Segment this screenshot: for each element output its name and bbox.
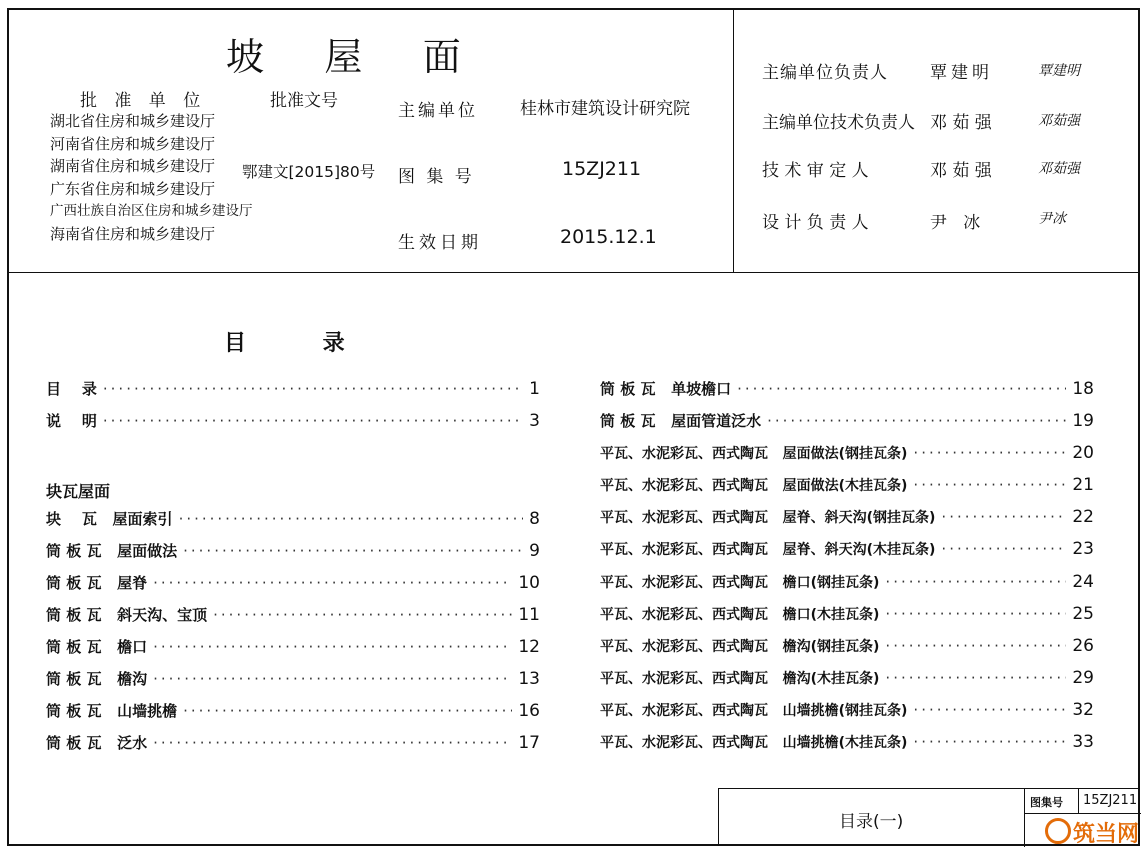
- toc-entry[interactable]: [600, 443, 1094, 463]
- approval-unit: 海南省住房和城乡建设厅: [50, 224, 216, 243]
- toc-entry[interactable]: [46, 636, 540, 657]
- editor-unit-label: 主编单位: [398, 101, 478, 121]
- effective-date: 2015.12.1: [560, 226, 657, 248]
- approval-unit: 河南省住房和城乡建设厅: [50, 134, 216, 153]
- toc-entry-label: 平瓦、水泥彩瓦、西式陶瓦 檐口(钢挂瓦条): [600, 575, 880, 591]
- toc-leader-dots: [153, 574, 512, 592]
- toc-section-heading: 块瓦屋面: [46, 482, 111, 501]
- toc-entry[interactable]: [600, 507, 1094, 527]
- signature-role: 主编单位技术负责人: [762, 113, 915, 133]
- toc-entry-page: 22: [1072, 507, 1094, 527]
- toc-entry[interactable]: [600, 700, 1094, 720]
- toc-entry-page: 21: [1072, 475, 1094, 495]
- toc-leader-dots: [213, 606, 512, 624]
- sheet-title: 目录(一): [839, 812, 904, 832]
- toc-entry[interactable]: [600, 636, 1094, 656]
- toc-entry-label: 平瓦、水泥彩瓦、西式陶瓦 屋面做法(钢挂瓦条): [600, 446, 908, 462]
- approval-unit: 湖北省住房和城乡建设厅: [50, 112, 216, 130]
- toc-entry-label: 目 录: [46, 380, 97, 398]
- approval-doc-label: 批准文号: [270, 91, 338, 111]
- signature-name: 覃建明: [930, 63, 993, 83]
- toc-entry[interactable]: [46, 668, 540, 689]
- approval-doc-no: 鄂建文[2015]80号: [242, 163, 376, 181]
- toc-entry-label: 平瓦、水泥彩瓦、西式陶瓦 山墙挑檐(钢挂瓦条): [600, 703, 908, 719]
- toc-entry-label: 平瓦、水泥彩瓦、西式陶瓦 檐沟(钢挂瓦条): [600, 639, 880, 655]
- toc-leader-dots: [885, 637, 1066, 655]
- handwritten-signature: 邓茹强: [1038, 113, 1080, 129]
- approval-unit-label: 批 准 单 位: [80, 91, 207, 111]
- toc-entry-page: 26: [1072, 636, 1094, 656]
- toc-entry[interactable]: [600, 572, 1094, 592]
- toc-entry-label: 筒 板 瓦 山墙挑檐: [46, 702, 178, 720]
- watermark-logo: [1045, 817, 1139, 848]
- atlas-no-label: 图 集 号: [398, 167, 475, 187]
- toc-entry-page: 13: [518, 669, 540, 689]
- toc-entry-page: 29: [1072, 668, 1094, 688]
- toc-entry-page: 1: [529, 379, 540, 399]
- toc-entry[interactable]: [600, 604, 1094, 624]
- signature-role: 技 术 审 定 人: [762, 161, 869, 181]
- toc-leader-dots: [153, 734, 512, 752]
- approval-unit: 湖南省住房和城乡建设厅: [50, 157, 216, 176]
- toc-leader-dots: [103, 380, 523, 398]
- toc-entry[interactable]: [46, 540, 540, 561]
- toc-leader-dots: [737, 380, 1066, 398]
- toc-leader-dots: [941, 508, 1066, 526]
- toc-entry-page: 20: [1072, 443, 1094, 463]
- toc-leader-dots: [183, 702, 512, 720]
- handwritten-signature: 邓茹强: [1038, 161, 1080, 177]
- toc-entry-label: 平瓦、水泥彩瓦、西式陶瓦 屋面做法(木挂瓦条): [600, 478, 908, 494]
- toc-entry-page: 12: [518, 637, 540, 657]
- atlas-no: 15ZJ211: [562, 158, 642, 180]
- toc-entry-label: 平瓦、水泥彩瓦、西式陶瓦 屋脊、斜天沟(木挂瓦条): [600, 542, 936, 558]
- toc-leader-dots: [103, 412, 523, 430]
- toc-leader-dots: [153, 670, 512, 688]
- toc-entry[interactable]: [46, 410, 540, 431]
- toc-entry[interactable]: [46, 732, 540, 753]
- toc-entry-label: 筒 板 瓦 檐沟: [46, 670, 148, 688]
- toc-entry-page: 19: [1072, 411, 1094, 431]
- toc-entry-label: 说 明: [46, 412, 97, 430]
- toc-leader-dots: [913, 476, 1066, 494]
- approval-units: [50, 110, 253, 246]
- toc-leader-dots: [913, 444, 1066, 462]
- toc-entry-label: 筒 板 瓦 屋面管道泛水: [600, 412, 762, 430]
- signature-role: 主编单位负责人: [762, 63, 888, 83]
- toc-entry[interactable]: [600, 410, 1094, 431]
- toc-leader-dots: [913, 701, 1066, 719]
- title-block-divider: [1024, 789, 1025, 847]
- toc-leader-dots: [913, 733, 1066, 751]
- toc-entry[interactable]: [46, 378, 540, 399]
- toc-entry[interactable]: [600, 732, 1094, 752]
- toc-entry-label: 筒 板 瓦 屋面做法: [46, 542, 178, 560]
- toc-leader-dots: [767, 412, 1066, 430]
- toc-entry-page: 10: [518, 573, 540, 593]
- handwritten-signature: 尹冰: [1038, 211, 1066, 227]
- approval-unit: 广东省住房和城乡建设厅: [50, 179, 216, 198]
- toc-leader-dots: [941, 540, 1066, 558]
- title-block-row-line: [1024, 813, 1141, 814]
- toc-heading: 目 录: [224, 331, 345, 356]
- toc-entry-label: 平瓦、水泥彩瓦、西式陶瓦 屋脊、斜天沟(钢挂瓦条): [600, 510, 936, 526]
- atlas-no-small: 15ZJ211: [1083, 793, 1138, 808]
- atlas-no-label-small: 图集号: [1030, 796, 1063, 809]
- toc-entry[interactable]: [46, 508, 540, 529]
- toc-entry-label: 筒 板 瓦 泛水: [46, 734, 148, 752]
- toc-leader-dots: [885, 669, 1066, 687]
- toc-entry-page: 25: [1072, 604, 1094, 624]
- page-title: 坡 屋 面: [226, 35, 461, 79]
- header-bottom-line: [7, 272, 1140, 273]
- signature-name: 邓 茹 强: [930, 113, 992, 133]
- watermark-text: 筑当网: [1072, 822, 1139, 847]
- toc-entry-page: 33: [1072, 732, 1094, 752]
- toc-entry-page: 17: [518, 733, 540, 753]
- toc-entry[interactable]: [46, 604, 540, 625]
- toc-entry-page: 32: [1072, 700, 1094, 720]
- toc-entry[interactable]: [600, 378, 1094, 399]
- toc-entry-page: 9: [529, 541, 540, 561]
- signature-role: 设 计 负 责 人: [762, 213, 869, 233]
- toc-entry-label: 块 瓦 屋面索引: [46, 510, 173, 528]
- toc-entry[interactable]: [600, 668, 1094, 688]
- editor-unit: 桂林市建筑设计研究院: [520, 99, 690, 119]
- toc-entry-label: 筒 板 瓦 单坡檐口: [600, 380, 732, 398]
- toc-entry[interactable]: [600, 475, 1094, 495]
- toc-leader-dots: [183, 542, 523, 560]
- toc-entry-label: 筒 板 瓦 屋脊: [46, 574, 148, 592]
- toc-leader-dots: [885, 605, 1066, 623]
- toc-entry-label: 平瓦、水泥彩瓦、西式陶瓦 檐口(木挂瓦条): [600, 607, 880, 623]
- toc-entry-label: 平瓦、水泥彩瓦、西式陶瓦 檐沟(木挂瓦条): [600, 671, 880, 687]
- toc-entry-page: 23: [1072, 539, 1094, 559]
- toc-leader-dots: [179, 510, 524, 528]
- signature-name: 邓 茹 强: [930, 161, 992, 181]
- toc-entry-page: 11: [518, 605, 540, 625]
- toc-entry[interactable]: [46, 572, 540, 593]
- toc-entry-label: 筒 板 瓦 斜天沟、宝顶: [46, 606, 208, 624]
- toc-entry-page: 18: [1072, 379, 1094, 399]
- toc-entry-label: 平瓦、水泥彩瓦、西式陶瓦 山墙挑檐(木挂瓦条): [600, 735, 908, 751]
- toc-entry-page: 3: [529, 411, 540, 431]
- approval-unit: 广西壮族自治区住房和城乡建设厅: [50, 203, 253, 220]
- toc-entry[interactable]: [46, 700, 540, 721]
- effective-date-label: 生效日期: [398, 233, 482, 253]
- toc-entry-page: 16: [518, 701, 540, 721]
- signature-name: 尹 冰: [930, 213, 981, 233]
- handwritten-signature: 覃建明: [1038, 63, 1080, 79]
- toc-entry-page: 8: [529, 509, 540, 529]
- toc-entry-label: 筒 板 瓦 檐口: [46, 638, 148, 656]
- title-block-divider: [1078, 789, 1079, 813]
- header-divider: [733, 8, 734, 272]
- toc-entry-page: 24: [1072, 572, 1094, 592]
- toc-leader-dots: [153, 638, 512, 656]
- toc-leader-dots: [885, 573, 1066, 591]
- watermark-icon: [1045, 818, 1071, 844]
- toc-entry[interactable]: [600, 539, 1094, 559]
